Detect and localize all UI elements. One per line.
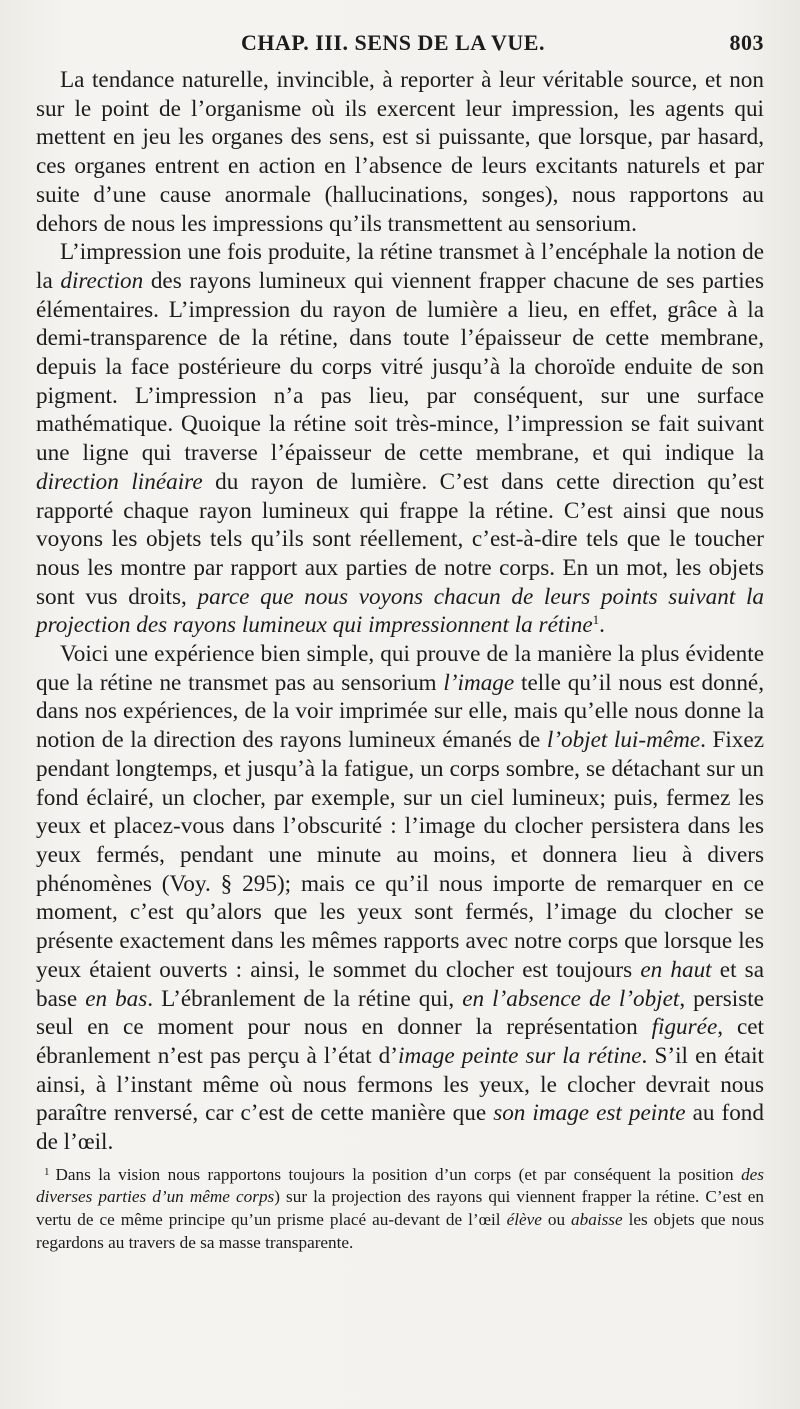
text-run: au fond de l’œil. [36, 1100, 764, 1156]
text-run: , persiste seul en ce moment pour nous en donner la représentation [36, 985, 764, 1041]
italic-text: image peinte sur la rétine [398, 1042, 642, 1069]
text-run: du rayon de lumière. C’est dans cette direction qu’est rapporté chaque rayon lumineux qui frappe la rétine. C’est ainsi que nous voyons les objets tels qu’ils sont réellement, c’est-à-dire tels que le toucher nous les montre par rapport aux parties de notre corps. En un mot, les objets sont vus droits, [36, 468, 764, 610]
italic-text: son image est peinte [493, 1100, 686, 1127]
italic-text: l’objet lui-même [546, 727, 701, 754]
text-run: . S’il en était ainsi, à l’instant même où nous fermons les yeux, le clocher devrait nous paraître renversé, car c’est de cette manière que [36, 1042, 764, 1127]
text-run: des rayons lumineux qui viennent frapper chacune de ses parties élémentaires. L’impression du rayon de lumière a lieu, en effet, grâce à la demi-transparence de la rétine, dans toute l’épaisseur de cette membrane, depuis la face postérieure du corps vitré jusqu’à la choroïde enduite de son pigment. L’impression n’a pas lieu, par conséquent, sur une surface mathématique. Quoique la rétine soit très-mince, l’impression se fait suivant une ligne qui traverse l’épaisseur de cette membrane, et qui indique la [36, 267, 764, 467]
italic-text: l’image [443, 669, 515, 696]
italic-text: élève [506, 1209, 542, 1229]
footnote [36, 1161, 764, 1254]
italic-text: en bas [85, 985, 148, 1012]
text-run: , cet ébranlement n’est pas perçu à l’état d’ [36, 1014, 764, 1069]
text-run: . L’ébranlement de la rétine qui, [147, 985, 463, 1012]
text-run: La tendance naturelle, invincible, à reporter à leur véritable source, et non sur le point de l’organisme où ils exercent leur impression, les agents qui mettent en jeu les organes des sens, est si puissante, que lorsque, par hasard, ces organes entrent en action en l’absence de leurs excitants naturels et par suite d’une cause anormale (hallucinations, songes), nous rapportons au dehors de nous les impressions qu’ils transmettent au sensorium. [36, 67, 764, 237]
paragraph [36, 640, 764, 1157]
footnotes [36, 1161, 764, 1254]
text-run: L’impression une fois produite, la rétine transmet à l’encéphale la notion de la [36, 239, 764, 294]
italic-text: des diverses parties d’un même corps [36, 1164, 764, 1207]
paragraph [36, 66, 764, 238]
italic-text: figurée [651, 1014, 718, 1041]
text-run: ou [541, 1209, 572, 1229]
running-head: CHAP. III. SENS DE LA VUE. [241, 30, 545, 55]
footnote-mark: 1 [44, 1165, 50, 1178]
italic-text: en l’absence de l’objet [462, 985, 680, 1012]
page-header [36, 30, 764, 66]
italic-text: parce que nous voyons chacun de leurs points suivant la projection des rayons lumineux qui impressionnent la rétine [36, 583, 764, 639]
text-run: les objets que nous regardons au travers de sa masse transparente. [36, 1209, 765, 1252]
paragraph [36, 238, 764, 640]
text-run: . [599, 612, 605, 639]
text-run: . Fixez pendant longtemps, et jusqu’à la fatigue, un corps sombre, se détachant sur un fond éclairé, un clocher, par exemple, sur un ciel lumineux; puis, fermez les yeux et placez-vous dans l’obscurité : l’image du clocher persistera dans les yeux fermés, pendant une minute au moins, et donnera lieu à divers phénomènes (Voy. § 295); mais ce qu’il nous importe de remarquer en ce moment, c’est qu’alors que les yeux sont fermés, l’image du clocher se présente exactement dans les mêmes rapports avec notre corps que lorsque les yeux étaient ouverts : ainsi, le sommet du clocher est toujours [36, 727, 764, 983]
text-run: Dans la vision nous rapportons toujours la position d’un corps (et par conséquent la position [55, 1164, 742, 1184]
text-run: et sa base [36, 956, 764, 1012]
page-number: 803 [729, 30, 764, 55]
italic-text: direction linéaire [36, 468, 203, 495]
text-run: ) sur la projection des rayons qui viennent frapper la rétine. C’est en vertu de ce même principe qu’un prisme placé au-devant de l’œil [36, 1187, 764, 1229]
text-run: Voici une expérience bien simple, qui prouve de la manière la plus évidente que la rétine ne transmet pas au sensorium [36, 641, 764, 696]
footnote-ref: 1 [592, 612, 600, 628]
main-text [36, 66, 764, 1157]
italic-text: en haut [640, 956, 712, 983]
italic-text: direction [60, 267, 144, 294]
text-run: telle qu’il nous est donné, dans nos expériences, de la voir imprimée sur elle, mais qu’elle nous donne la notion de la direction des rayons lumineux émanés de [36, 669, 765, 754]
italic-text: abaisse [571, 1209, 623, 1229]
